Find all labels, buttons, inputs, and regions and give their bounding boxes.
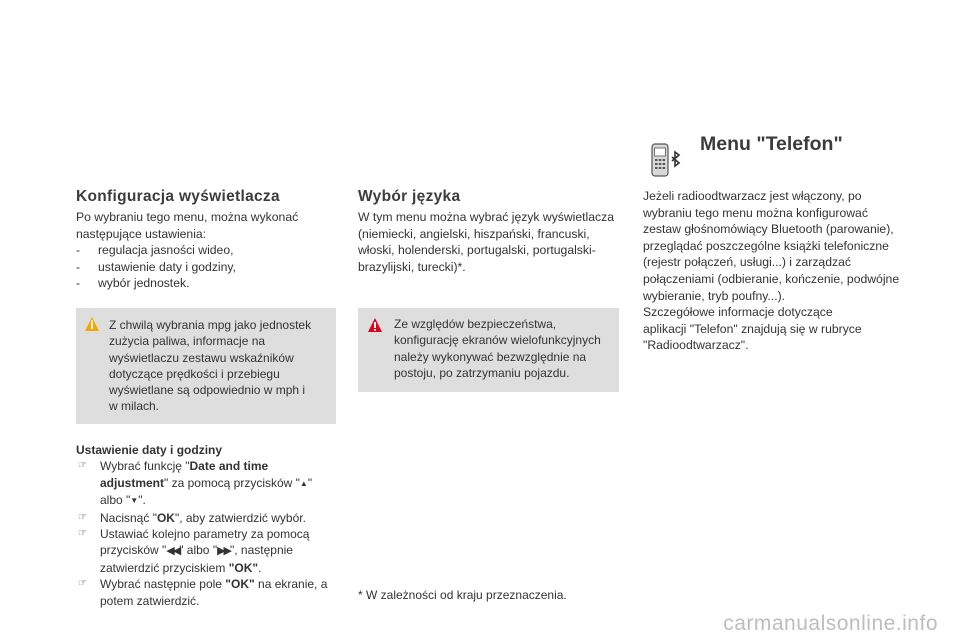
down-arrow-icon: ▼ (130, 496, 139, 506)
hand-pointer-icon: ☞ (78, 578, 87, 590)
section-title-language: Wybór języka (358, 188, 461, 205)
right-double-arrow-icon: ▶▶ (217, 545, 230, 558)
date-step-4: ☞ Wybrać następnie pole "OK" na ekranie, a potem zatwierdzić. (78, 577, 328, 608)
phone-bluetooth-icon (650, 140, 684, 180)
telephone-body: Jeżeli radioodtwarzacz jest włączony, po wybraniu tego menu można konfigurować zestaw głośnomówiący Bluetooth (parowanie), przeglądać poszczególne książki telefoniczne (rejestr połączeń, usługi...) i zarządzać połączeniami (odbieranie, kończenie, podwójne wybieranie, tryb poufny...). Szczegółowe informacje dotyczące aplikacji "Telefon" znajdują się w rubryce "Radioodtwarzacz". (643, 189, 900, 353)
list-item: - regulacja jasności wideo, (76, 243, 234, 258)
warning-icon (367, 317, 383, 333)
info-icon (84, 316, 100, 332)
warning-box-safety (358, 308, 619, 392)
date-time-title: Ustawienie daty i godziny (76, 443, 223, 457)
up-arrow-icon: ▲ (299, 478, 308, 488)
info-box-mpg (76, 308, 336, 424)
list-item: - ustawienie daty i godziny, (76, 259, 236, 274)
left-double-arrow-icon: ◀◀ (166, 545, 180, 558)
info-box-text: Z chwilą wybrania mpg jako jednostek zużycia paliwa, informacje na wyświetlaczu zestawu wskaźników dotyczące prędkości i przebiegu wyświetlane są odpowiednio w mph i w milach. (109, 318, 312, 414)
footnote: * W zależności od kraju przeznaczenia. (358, 588, 567, 602)
list-item: - wybór jednostek. (76, 276, 190, 291)
section-title-telephone: Menu "Telefon" (700, 133, 843, 155)
display-config-intro: Po wybraniu tego menu, można wykonać następujące ustawienia: - regulacja jasności wideo, - ustawienie daty i godziny, - wybór jednostek. (76, 209, 336, 292)
display-config-list (76, 242, 336, 292)
watermark: carmanualsonline.info (723, 612, 938, 635)
warning-box-text: Ze względów bezpieczeństwa, konfigurację ekranów wielofunkcyjnych należy wykonywać bezwzględnie na postoju, po zatrzymaniu pojazdu. (394, 317, 601, 380)
date-step-2: ☞ Nacisnąć "OK", aby zatwierdzić wybór. (78, 510, 306, 525)
date-step-1: ☞ Wybrać funkcję "Date and time adjustment" za pomocą przycisków "▲" albo "▼". (78, 459, 313, 508)
date-step-3: ☞ Ustawiać kolejno parametry za pomocą przycisków "◀◀" albo "▶▶", następnie zatwierdzić przyciskiem "OK". (78, 527, 310, 575)
date-time-section (76, 442, 346, 609)
section-title-display-config: Konfiguracja wyświetlacza (76, 188, 280, 205)
hand-pointer-icon: ☞ (78, 528, 87, 540)
hand-pointer-icon: ☞ (78, 511, 87, 523)
hand-pointer-icon: ☞ (78, 460, 87, 472)
language-body: W tym menu można wybrać język wyświetlacza (niemiecki, angielski, hiszpański, francuski, włoski, holenderski, portugalski, portugalski- brazylijski, turecki)*. (358, 210, 615, 274)
